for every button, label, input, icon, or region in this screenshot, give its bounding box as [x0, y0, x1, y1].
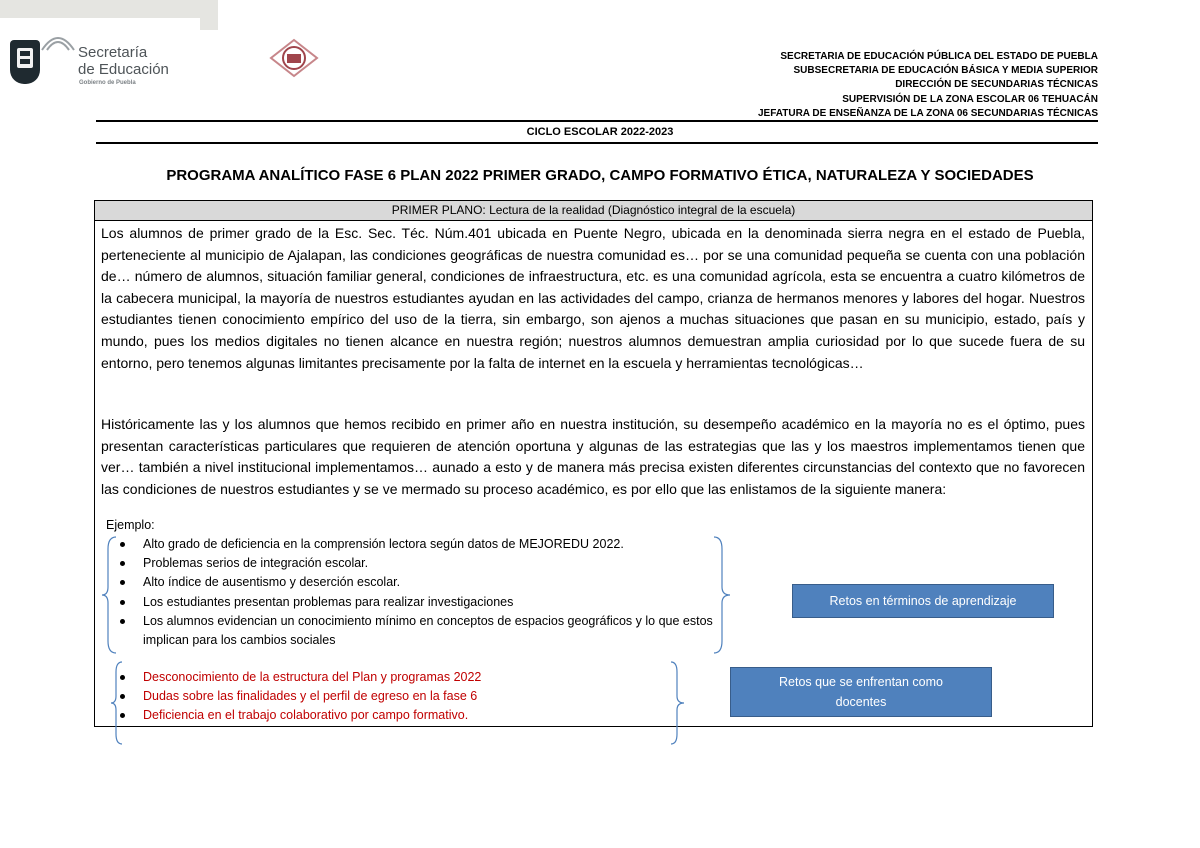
- header-line: DIRECCIÓN DE SECUNDARIAS TÉCNICAS: [895, 79, 1098, 91]
- puebla-seal-icon: [10, 40, 40, 84]
- right-brace-learning-icon: [710, 535, 734, 655]
- school-year: CICLO ESCOLAR 2022-2023: [526, 126, 674, 138]
- list-item: Alto grado de deficiencia en la comprensión lectora según datos de MEJOREDU 2022.: [116, 535, 716, 554]
- left-brace-learning-icon: [100, 535, 120, 655]
- paragraph-history: Históricamente las y los alumnos que hemos recibido en primer año en nuestra institución, su desempeño académico en la mayoría no es el óptimo, pues presentan características particulares que requieren de atención oportuna y algunas de las estrategias que las y los maestros implementamos tienen que ver… también a nivel institucional implementamos… aunado a esto y de manera más precisa existen diferentes circunstancias del contexto que no favorecen las condiciones de nuestros estudiantes y se ve mermado su proceso académico, es por ello que las enlistamos de la siguiente manera:: [101, 416, 1085, 497]
- table-header: [95, 201, 1092, 221]
- header-line: JEFATURA DE ENSEÑANZA DE LA ZONA 06 SECUNDARIAS TÉCNICAS: [757, 107, 1098, 119]
- secretaria-line1: Secretaría: [78, 44, 148, 61]
- puebla-arc-icon: [40, 24, 76, 52]
- table-header-text: Lectura de la realidad (Diagnóstico integral de la escuela): [485, 203, 796, 217]
- secretaria-line2: de Educación: [78, 61, 169, 78]
- box-teacher-challenges: Retos que se enfrentan como docentes: [730, 667, 992, 717]
- list-item: Problemas serios de integración escolar.: [116, 554, 716, 573]
- dgest-emblem-icon: [265, 38, 323, 78]
- list-item: Alto índice de ausentismo y deserción escolar.: [116, 573, 716, 592]
- header-divider-bottom: [96, 142, 1098, 144]
- header-divider-top: [96, 120, 1098, 122]
- secretaria-name: [78, 44, 169, 78]
- right-brace-teachers-icon: [668, 660, 688, 746]
- example-label: Ejemplo:: [106, 518, 155, 532]
- learning-challenges-list: [116, 535, 716, 650]
- header-line: SUBSECRETARIA DE EDUCACIÓN BÁSICA Y MEDIA SUPERIOR: [793, 65, 1098, 77]
- left-brace-teachers-icon: [110, 660, 126, 746]
- box-learning-challenges: Retos en términos de aprendizaje: [792, 584, 1054, 618]
- institution-header: [758, 50, 1098, 121]
- header-line: SUPERVISIÓN DE LA ZONA ESCOLAR 06 TEHUACÁN: [842, 93, 1098, 105]
- teacher-challenges-list: [116, 668, 676, 726]
- list-item: Los alumnos evidencian un conocimiento mínimo en conceptos de espacios geográficos y lo que estos implican para los cambios sociales: [116, 612, 716, 650]
- list-item: Desconocimiento de la estructura del Plan y programas 2022: [116, 668, 676, 687]
- list-item: Dudas sobre las finalidades y el perfil de egreso en la fase 6: [116, 687, 676, 706]
- gobierno-puebla-label: Gobierno de Puebla: [79, 80, 136, 86]
- document-title: PROGRAMA ANALÍTICO FASE 6 PLAN 2022 PRIMER GRADO, CAMPO FORMATIVO ÉTICA, NATURALEZA Y SOCIEDADES: [166, 167, 1034, 184]
- list-item: Los estudiantes presentan problemas para realizar investigaciones: [116, 593, 716, 612]
- list-item: Deficiencia en el trabajo colaborativo por campo formativo.: [116, 706, 676, 725]
- paragraph-context: Los alumnos de primer grado de la Esc. Sec. Téc. Núm.401 ubicada en Puente Negro, ubicada en la denominada sierra negra en el estado de Puebla, perteneciente al municipio de Ajalapan, las condiciones geográficas de nuestra comunidad es… por se una comunidad pequeña se cuenta con una población de… número de alumnos, situación familiar general, condiciones de infraestructura, etc. es una comunidad agrícola, esta se encuentra a cuatro kilómetros de la cabecera municipal, la mayoría de nuestros estudiantes ayudan en las actividades del campo, crianza de hermanos menores y labores del hogar. Nuestros estudiantes tienen conocimiento empírico del uso de la tierra, sin embargo, son ajenos a muchas situaciones que pasan en su municipio, estado, país y mundo, pues los medios digitales no tienen alcance en nuestra región; nuestros alumnos demuestran amplia curiosidad por lo que sucede fuera de su entorno, pero tenemos algunas limitantes precisamente por la falta de internet en la escuela y herramientas tecnológicas…: [101, 225, 1085, 371]
- table-header-label: PRIMER PLANO:: [391, 203, 486, 217]
- header-line: SECRETARIA DE EDUCACIÓN PÚBLICA DEL ESTADO DE PUEBLA: [780, 51, 1098, 62]
